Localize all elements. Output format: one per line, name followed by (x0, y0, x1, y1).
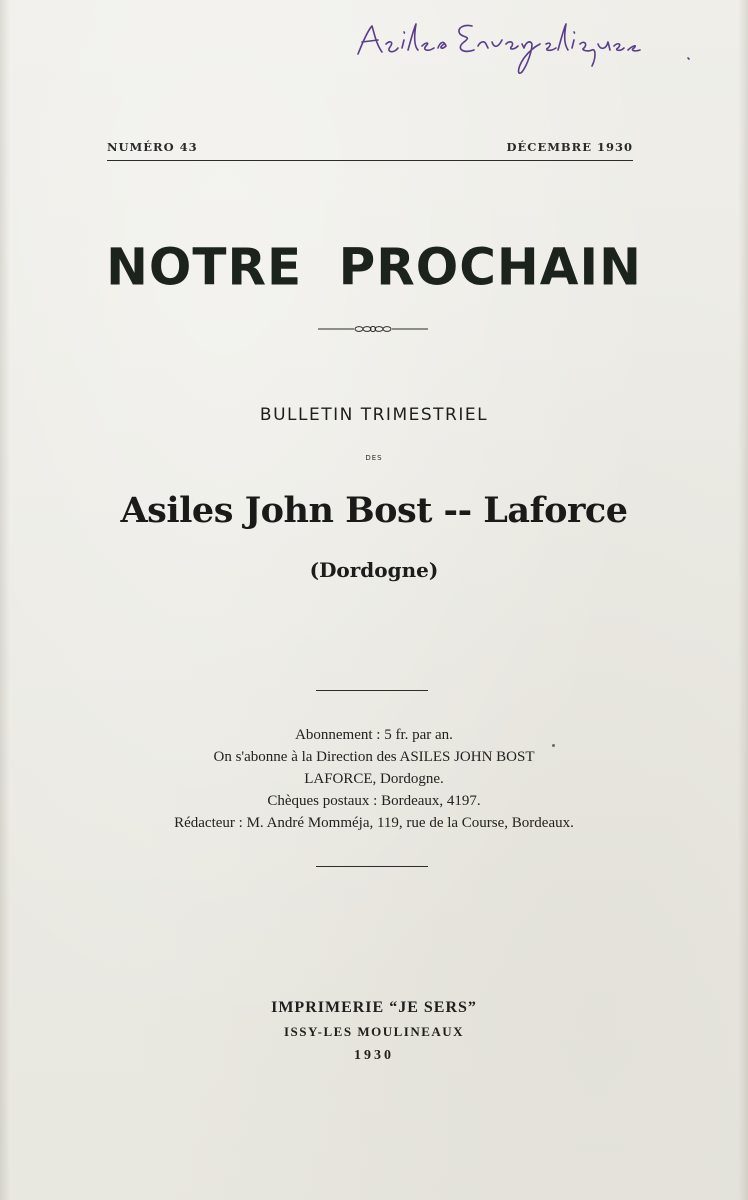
handwriting-drawing (352, 14, 712, 84)
printer-city: ISSY-LES MOULINEAUX (283, 1024, 465, 1039)
subscription-info (0, 724, 748, 834)
editor-line: Rédacteur : M. André Momméja, 119, rue de la Course, Bordeaux. (174, 815, 574, 831)
bulletin-title: NOTRE PROCHAIN (106, 237, 642, 297)
printer-year: 1930 (354, 1048, 394, 1063)
issue-number: NUMÉRO 43 (107, 140, 198, 154)
issue-date: DÉCEMBRE 1930 (506, 140, 633, 154)
handwritten-inscription (352, 14, 712, 84)
printer-name: IMPRIMERIE “JE SERS” (271, 999, 477, 1016)
divider-rule-top (316, 690, 428, 691)
postal-checks: Chèques postaux : Bordeaux, 4197. (267, 793, 481, 809)
subscription-address-line-2: LAFORCE, Dordogne. (304, 771, 444, 787)
divider-rule-bottom (316, 866, 428, 867)
institution-name: Asiles John Bost -- Laforce (120, 490, 628, 531)
printer-block (0, 996, 748, 1068)
connector-word: DES (365, 454, 383, 462)
subscription-address-line-1: On s'abonne à la Direction des ASILES JOHN BOST (213, 749, 535, 765)
ornament-divider (318, 322, 428, 336)
bulletin-subtitle: BULLETIN TRIMESTRIEL (259, 405, 489, 425)
subscription-price: Abonnement : 5 fr. par an. (295, 727, 453, 743)
ink-speck (552, 744, 555, 747)
region-name: (Dordogne) (309, 558, 439, 582)
issue-header (107, 138, 633, 161)
